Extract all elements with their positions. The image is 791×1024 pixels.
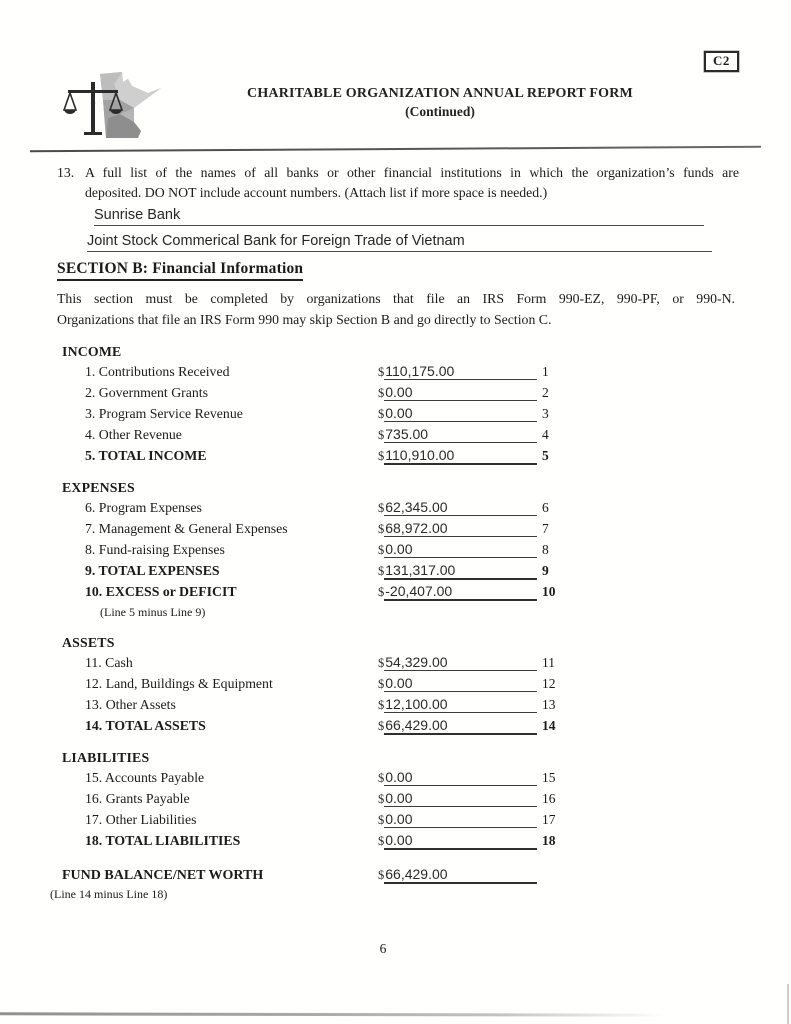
row-other-revenue xyxy=(62,426,562,447)
group-heading-assets: ASSETS xyxy=(62,635,115,650)
row-fund-raising-expenses xyxy=(62,541,562,562)
fund-balance-section xyxy=(50,866,562,902)
dollar-sign: $ xyxy=(378,656,385,670)
line-number: 7 xyxy=(542,521,549,536)
income-group xyxy=(62,344,562,468)
bank-name-entry-2: Joint Stock Commerical Bank for Foreign Trade of Vietnam xyxy=(87,233,712,252)
dollar-sign: $ xyxy=(378,719,385,733)
line-number: 8 xyxy=(542,542,549,557)
row-label: 16. Grants Payable xyxy=(85,791,190,806)
dollar-sign: $ xyxy=(378,522,385,536)
line-number: 2 xyxy=(542,385,549,400)
dollar-sign: $ xyxy=(378,407,385,421)
liabilities-group xyxy=(62,750,562,853)
amount-value: 0.00 xyxy=(384,811,537,828)
row-other-liabilities xyxy=(62,811,562,832)
line-number: 16 xyxy=(542,791,556,806)
row-label: 12. Land, Buildings & Equipment xyxy=(85,676,273,691)
section-b-description xyxy=(57,289,735,330)
line-number: 3 xyxy=(542,406,549,421)
group-heading-expenses: EXPENSES xyxy=(62,480,135,495)
row-government-grants xyxy=(62,384,562,405)
dollar-sign: $ xyxy=(378,792,385,806)
section-b xyxy=(57,260,735,330)
amount-value: 735.00 xyxy=(384,426,537,443)
row-total-income xyxy=(62,447,562,468)
row-accounts-payable xyxy=(62,769,562,790)
line-number: 17 xyxy=(542,812,556,827)
row-label: 14. TOTAL ASSETS xyxy=(85,718,206,733)
item-13-number: 13. xyxy=(57,165,75,180)
form-code-badge: C2 xyxy=(704,51,739,72)
amount-value: 110,910.00 xyxy=(384,447,537,465)
item-13-paragraph xyxy=(57,163,739,202)
row-label: 13. Other Assets xyxy=(85,697,176,712)
row-total-assets xyxy=(62,717,562,738)
header-divider xyxy=(30,146,761,153)
line-number: 14 xyxy=(542,718,556,733)
dollar-sign: $ xyxy=(378,449,385,463)
item-13-line-1: A full list of the names of all banks or other financial institutions in which the organization’s funds are xyxy=(85,165,739,180)
amount-value: 0.00 xyxy=(384,384,537,401)
scan-edge-artifact-right xyxy=(787,984,789,1024)
row-label: 8. Fund-raising Expenses xyxy=(85,542,225,557)
section-b-line-2: Organizations that file an IRS Form 990 may skip Section B and go directly to Section C. xyxy=(57,311,552,327)
line-number: 4 xyxy=(542,427,549,442)
row-program-expenses xyxy=(62,499,562,520)
dollar-sign: $ xyxy=(378,698,385,712)
amount-value: 0.00 xyxy=(384,832,537,850)
dollar-sign: $ xyxy=(378,386,385,400)
amount-value: 12,100.00 xyxy=(384,696,537,713)
amount-value: 110,175.00 xyxy=(384,363,537,380)
dollar-sign: $ xyxy=(378,868,385,882)
amount-value: 0.00 xyxy=(384,790,537,807)
amount-value: 0.00 xyxy=(384,675,537,692)
item-13-text xyxy=(85,163,739,202)
excess-deficit-note: (Line 5 minus Line 9) xyxy=(100,605,206,619)
item-13-banks-section xyxy=(57,163,739,252)
row-label: 3. Program Service Revenue xyxy=(85,406,243,421)
bank-name-entry-1: Sunrise Bank xyxy=(94,207,704,226)
row-label: 10. EXCESS or DEFICIT xyxy=(85,584,237,599)
row-label: 5. TOTAL INCOME xyxy=(85,448,207,463)
dollar-sign: $ xyxy=(378,677,385,691)
line-number: 13 xyxy=(542,697,556,712)
amount-value: 0.00 xyxy=(384,405,537,422)
row-label: 4. Other Revenue xyxy=(85,427,182,442)
dollar-sign: $ xyxy=(378,365,385,379)
dollar-sign: $ xyxy=(378,428,385,442)
section-b-heading: SECTION B: Financial Information xyxy=(57,260,303,281)
item-13-line-2: deposited. DO NOT include account numbers. (Attach list if more space is needed.) xyxy=(85,184,548,200)
row-label: 1. Contributions Received xyxy=(85,364,230,379)
dollar-sign: $ xyxy=(378,813,385,827)
financial-information-table xyxy=(50,344,562,902)
row-label: 2. Government Grants xyxy=(85,385,208,400)
line-number: 15 xyxy=(542,770,556,785)
line-number: 12 xyxy=(542,676,556,691)
row-land-buildings-equipment xyxy=(62,675,562,696)
amount-value: 0.00 xyxy=(384,541,537,558)
row-label: 18. TOTAL LIABILITIES xyxy=(85,833,241,848)
expenses-group xyxy=(62,480,562,623)
row-contributions-received xyxy=(62,363,562,384)
line-number: 11 xyxy=(542,655,555,670)
row-total-expenses xyxy=(62,562,562,583)
amount-value: 0.00 xyxy=(384,769,537,786)
fund-balance-value: 66,429.00 xyxy=(384,866,537,884)
amount-value: -20,407.00 xyxy=(384,583,537,601)
dollar-sign: $ xyxy=(378,771,385,785)
amount-value: 54,329.00 xyxy=(384,654,537,671)
amount-value: 66,429.00 xyxy=(384,717,537,735)
row-total-liabilities xyxy=(62,832,562,853)
dollar-sign: $ xyxy=(378,585,385,599)
dollar-sign: $ xyxy=(378,564,385,578)
row-other-assets xyxy=(62,696,562,717)
line-number: 1 xyxy=(542,364,549,379)
row-cash xyxy=(62,654,562,675)
row-grants-payable xyxy=(62,790,562,811)
line-number: 18 xyxy=(542,833,556,848)
amount-value: 131,317.00 xyxy=(384,562,537,580)
row-label: 9. TOTAL EXPENSES xyxy=(85,563,220,578)
dollar-sign: $ xyxy=(378,834,385,848)
line-number: 6 xyxy=(542,500,549,515)
row-label: 6. Program Expenses xyxy=(85,500,202,515)
amount-value: 68,972.00 xyxy=(384,520,537,537)
line-number: 10 xyxy=(542,584,556,599)
line-number: 5 xyxy=(542,448,549,463)
row-label: 11. Cash xyxy=(85,655,133,670)
form-header xyxy=(130,86,750,120)
group-heading-income: INCOME xyxy=(62,344,122,359)
row-management-general-expenses xyxy=(62,520,562,541)
fund-balance-label: FUND BALANCE/NET WORTH xyxy=(62,868,264,883)
scan-edge-artifact-bottom xyxy=(0,1012,665,1016)
section-b-line-1: This section must be completed by organizations that file an IRS Form 990-EZ, 990-PF, or 990-N. xyxy=(57,291,735,306)
row-label: 15. Accounts Payable xyxy=(85,770,205,785)
row-excess-or-deficit xyxy=(62,583,562,604)
dollar-sign: $ xyxy=(378,543,385,557)
page-number: 6 xyxy=(379,941,387,956)
row-program-service-revenue xyxy=(62,405,562,426)
amount-value: 62,345.00 xyxy=(384,499,537,516)
assets-group xyxy=(62,635,562,738)
dollar-sign: $ xyxy=(378,501,385,515)
row-label: 17. Other Liabilities xyxy=(85,812,197,827)
row-label: 7. Management & General Expenses xyxy=(85,521,288,536)
fund-balance-note: (Line 14 minus Line 18) xyxy=(50,887,168,901)
group-heading-liabilities: LIABILITIES xyxy=(62,750,150,765)
line-number: 9 xyxy=(542,563,549,578)
page-title: CHARITABLE ORGANIZATION ANNUAL REPORT FORM xyxy=(247,86,633,101)
page-subtitle: (Continued) xyxy=(405,104,475,119)
